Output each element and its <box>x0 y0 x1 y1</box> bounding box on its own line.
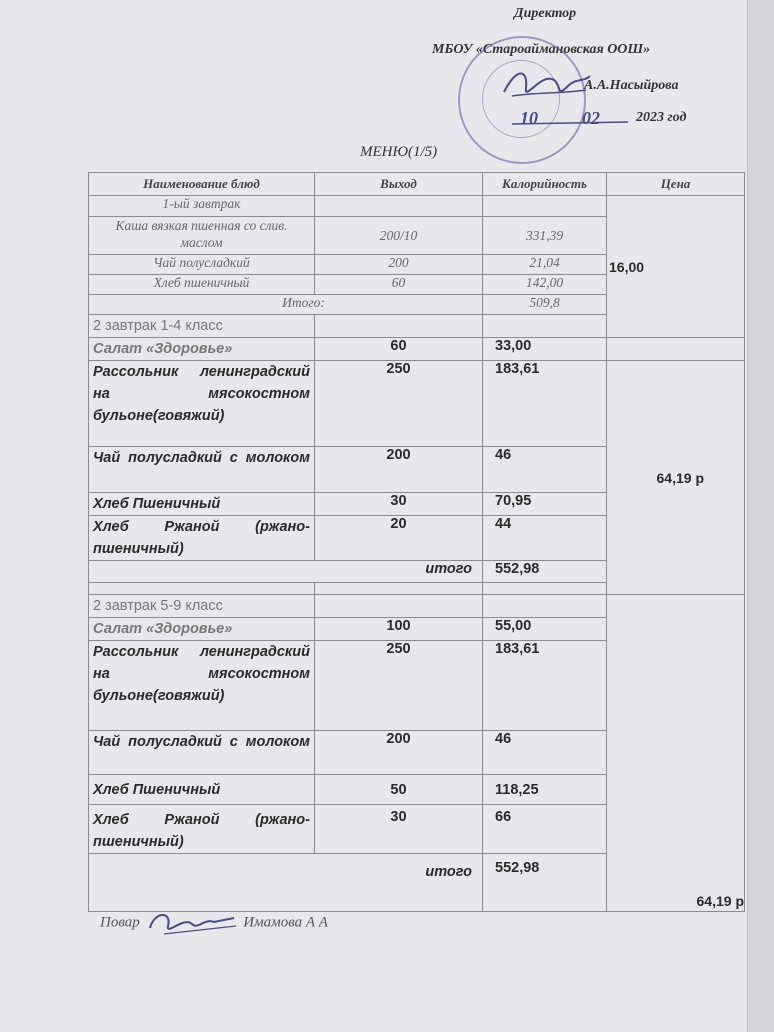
section-title-breakfast2-1-4: 2 завтрак 1-4 класс <box>89 315 315 338</box>
price-breakfast2-5-9: 64,19 р <box>607 595 745 912</box>
dish-name: Рассольник ленинградский на мясокостном бульоне(говяжий) <box>89 361 315 447</box>
approval-date-day: 10 <box>520 108 538 128</box>
approval-role: Директор <box>514 6 577 21</box>
menu-title: МЕНЮ(1/5) <box>360 144 438 160</box>
menu-table <box>88 172 745 912</box>
section-title-breakfast1: 1-ый завтрак <box>89 196 315 217</box>
dish-yield: 250 <box>315 361 483 447</box>
director-signature <box>498 62 594 106</box>
cook-name: Имамова А А <box>243 914 328 931</box>
dish-name: Каша вязкая пшенная со слив. маслом <box>89 217 315 255</box>
header-price: Цена <box>607 173 745 196</box>
dish-name: Салат «Здоровье» <box>89 618 315 641</box>
approval-signer: А.А.Насыйрова <box>584 78 679 93</box>
total-label-breakfast2-1-4: итого <box>89 561 483 583</box>
approval-org: МБОУ «Староаймановская ООШ» <box>432 42 651 57</box>
dish-calories: 46 <box>483 447 607 493</box>
total-label-breakfast2-5-9: итого <box>89 854 483 912</box>
dish-calories: 142,00 <box>483 275 607 295</box>
header-dish-name: Наименование блюд <box>89 173 315 196</box>
dish-yield: 200 <box>315 255 483 275</box>
dish-name: Хлеб Пшеничный <box>89 775 315 805</box>
dish-name: Чай полусладкий с молоком <box>89 731 315 775</box>
cook-signature-line <box>100 908 328 938</box>
dish-name: Хлеб Пшеничный <box>89 493 315 516</box>
approval-date-year: 2023 год <box>636 110 687 125</box>
dish-yield: 60 <box>315 275 483 295</box>
dish-calories: 21,04 <box>483 255 607 275</box>
dish-name: Хлеб Ржаной (ржано-пшеничный) <box>89 805 315 854</box>
total-label-breakfast1: Итого: <box>89 295 483 315</box>
cook-signature <box>144 908 240 938</box>
total-calories-breakfast2-5-9: 552,98 <box>483 854 607 912</box>
dish-yield: 200 <box>315 447 483 493</box>
dish-name: Салат «Здоровье» <box>89 338 315 361</box>
dish-yield: 50 <box>315 775 483 805</box>
dish-yield: 30 <box>315 493 483 516</box>
dish-calories: 183,61 <box>483 641 607 731</box>
dish-yield: 100 <box>315 618 483 641</box>
dish-calories: 55,00 <box>483 618 607 641</box>
dish-calories: 70,95 <box>483 493 607 516</box>
dish-calories: 331,39 <box>483 217 607 255</box>
date-underline <box>510 112 630 128</box>
dish-yield: 200 <box>315 731 483 775</box>
dish-yield: 20 <box>315 516 483 561</box>
dish-yield: 200/10 <box>315 217 483 255</box>
dish-name: Чай полусладкий с молоком <box>89 447 315 493</box>
dish-name: Чай полусладкий <box>89 255 315 275</box>
dish-calories: 66 <box>483 805 607 854</box>
dish-calories: 46 <box>483 731 607 775</box>
dish-calories: 33,00 <box>483 338 607 361</box>
dish-yield: 60 <box>315 338 483 361</box>
total-calories-breakfast2-1-4: 552,98 <box>483 561 607 583</box>
cook-label: Повар <box>100 914 140 931</box>
approval-date-month: 02 <box>582 108 600 128</box>
dish-calories: 118,25 <box>483 775 607 805</box>
header-calories: Калорийность <box>483 173 607 196</box>
dish-name: Рассольник ленинградский на мясокостном бульоне(говяжий) <box>89 641 315 731</box>
dish-calories: 44 <box>483 516 607 561</box>
total-calories-breakfast1: 509,8 <box>483 295 607 315</box>
dish-yield: 250 <box>315 641 483 731</box>
price-breakfast1: 16,00 <box>607 196 745 338</box>
dish-calories: 183,61 <box>483 361 607 447</box>
dish-name: Хлеб Ржаной (ржано-пшеничный) <box>89 516 315 561</box>
dish-yield: 30 <box>315 805 483 854</box>
price-breakfast2-1-4: 64,19 р <box>607 361 745 595</box>
section-title-breakfast2-5-9: 2 завтрак 5-9 класс <box>89 595 315 618</box>
dish-name: Хлеб пшеничный <box>89 275 315 295</box>
header-yield: Выход <box>315 173 483 196</box>
background-page-edge <box>747 0 774 1032</box>
